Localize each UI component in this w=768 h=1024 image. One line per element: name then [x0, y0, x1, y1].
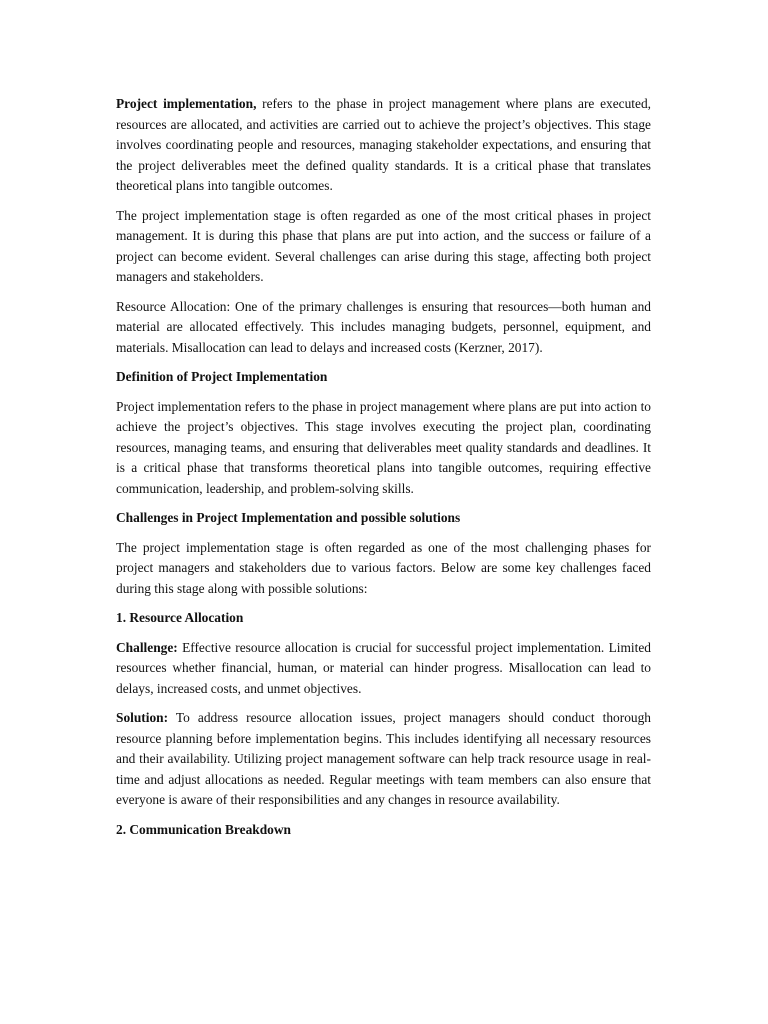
challenge-paragraph [116, 638, 651, 700]
challenge-label: Challenge: [116, 639, 178, 655]
resource-allocation-paragraph: Resource Allocation: One of the primary challenges is ensuring that resources—both human and material are allocated effectively. This includes managing budgets, personnel, equipment, and materials. Misallocation can lead to delays and increased costs (Kerzner, 2017). [116, 298, 651, 355]
definition-paragraph: Project implementation refers to the phase in project management where plans are put into action to achieve the project’s objectives. This stage involves executing the project plan, coordinating resources, managing teams, and ensuring that deliverables meet quality standards and deadlines. It is a critical phase that transforms theoretical plans into tangible outcomes, requiring effective communication, leadership, and problem-solving skills. [116, 398, 651, 496]
solution-text: To address resource allocation issues, project managers should conduct thorough resource planning before implementation begins. This includes identifying all necessary resources and their availability. Utilizing project management software can help track resource usage in real-time and adjust allocations as needed. Regular meetings with team members can also ensure that everyone is aware of their responsibilities and any changes in resource availability. [116, 710, 651, 807]
resource-allocation-heading: 1. Resource Allocation [116, 610, 244, 625]
critical-phase-paragraph: The project implementation stage is often regarded as one of the most critical phases in project management. It is during this phase that plans are put into action, and the success or failure of a project can become evident. Several challenges can arise during this stage, affecting both project managers and stakeholders. [116, 207, 651, 284]
challenge-text: Effective resource allocation is crucial for successful project implementation. Limited resources whether financial, human, or material can hinder progress. Misallocation can lead to delays, increased costs, and unmet objectives. [116, 639, 651, 696]
intro-text: refers to the phase in project management where plans are executed, resources are allocated, and activities are carried out to achieve the project’s objectives. This stage involves coordinating people and resources, managing stakeholder expectations, and ensuring that the project deliverables meet the defined quality standards. It is a critical phase that translates theoretical plans into tangible outcomes. [116, 96, 651, 193]
intro-paragraph [116, 94, 651, 197]
definition-heading: Definition of Project Implementation [116, 369, 328, 384]
solution-paragraph [116, 708, 651, 811]
solution-label: Solution: [116, 710, 169, 725]
intro-lead: Project implementation, [116, 96, 257, 111]
communication-heading: 2. Communication Breakdown [116, 821, 291, 837]
challenges-heading: Challenges in Project Implementation and possible solutions [116, 510, 461, 525]
document-page [116, 94, 651, 849]
challenges-paragraph: The project implementation stage is often regarded as one of the most challenging phases for project managers and stakeholders due to various factors. Below are some key challenges faced during this stage along with possible solutions: [116, 539, 651, 596]
